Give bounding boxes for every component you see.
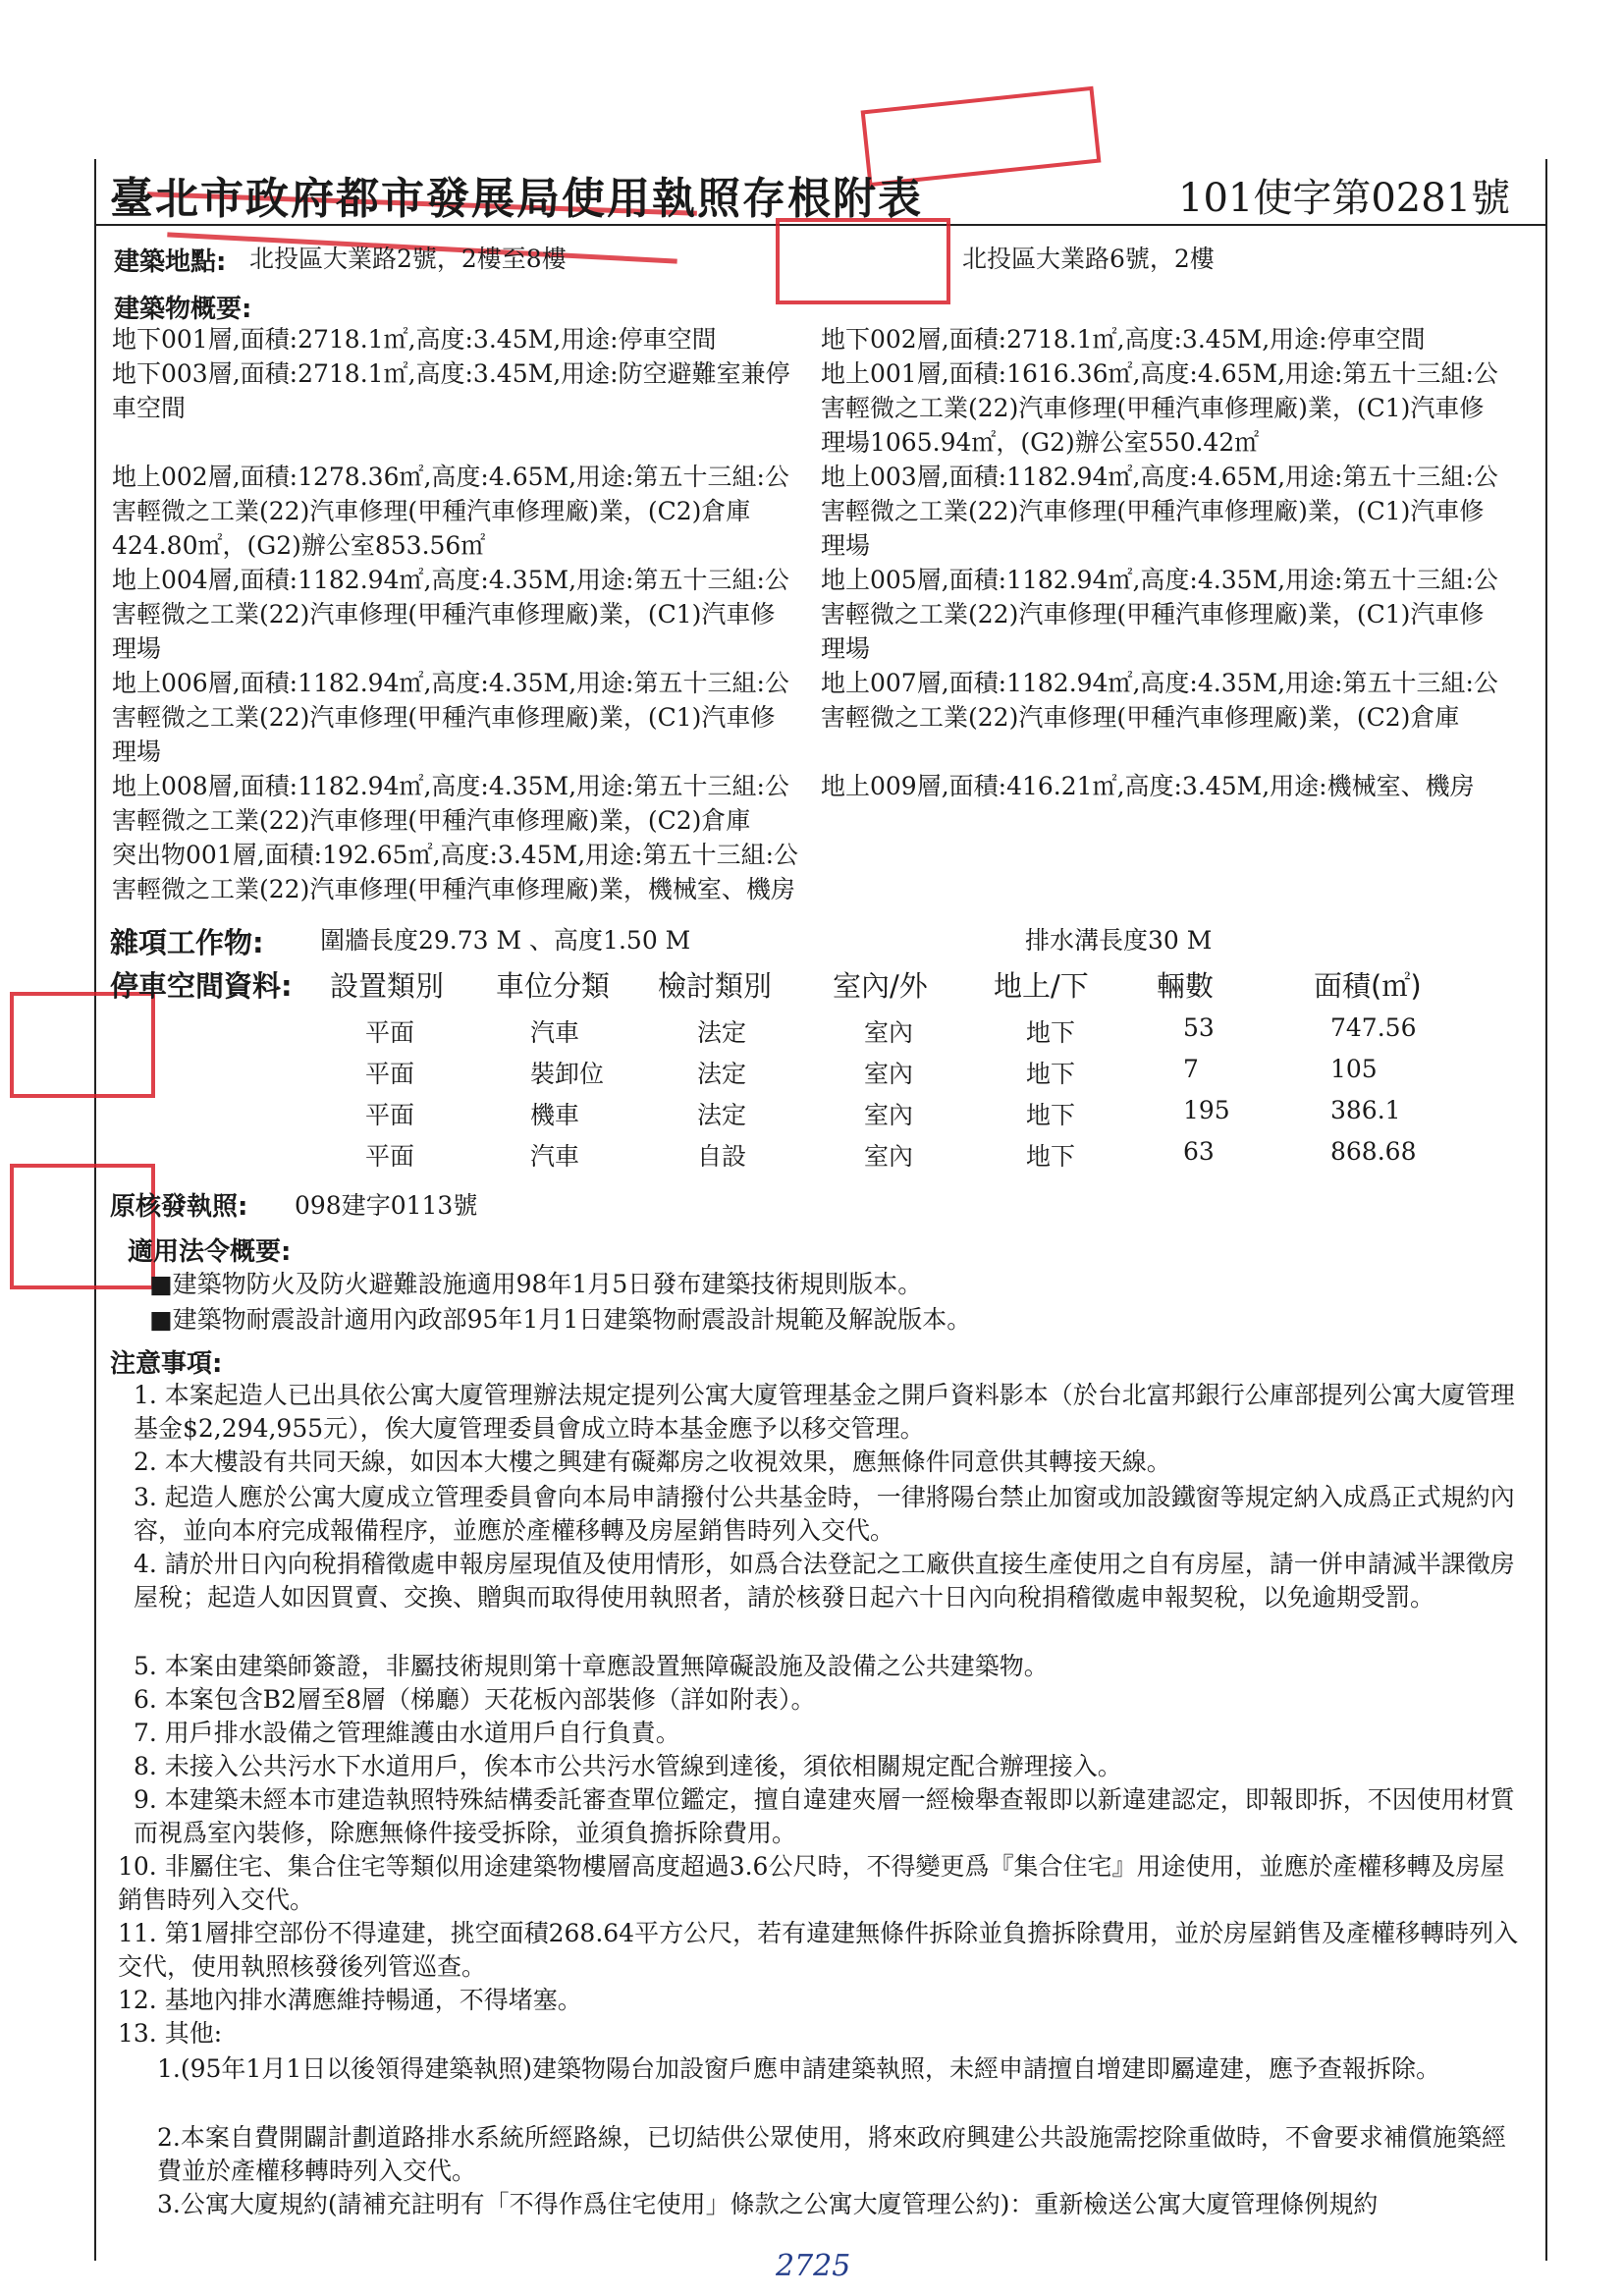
note-item: 8. 未接入公共污水下水道用戶，俟本市公共污水管線到達後，須依相關規定配合辦理接入。 [134, 1752, 1122, 1780]
parking-header: 室內/外 [833, 969, 928, 1003]
sheet-number: 2725 [776, 2249, 851, 2283]
parking-cell: 195 [1183, 1096, 1230, 1124]
page-title: 臺北市政府都市發展局使用執照存根附表 [110, 174, 923, 224]
overview-right-column [821, 322, 1508, 803]
site-address-right: 北投區大業路6號，2樓 [962, 245, 1215, 273]
floor-entry: 地下001層,面積:2718.1㎡,高度:3.45M,用途:停車空間 [112, 325, 717, 354]
note-item: 4. 請於卅日內向稅捐稽徵處申報房屋現值及使用情形，如爲合法登記之工廠供直接生產使用之自有房屋，請一併申請減半課徵房屋稅；起造人如因買賣、交換、贈與而取得使用執照者，請於核發日起六十日內向稅捐稽徵處申報契稅，以免逾期受罰。 [134, 1550, 1515, 1612]
parking-cell: 53 [1183, 1013, 1215, 1042]
parking-cell: 室內 [864, 1142, 914, 1171]
site-label: 建築地點: [114, 247, 227, 277]
document-number: 101使字第0281號 [1178, 176, 1511, 221]
law-label: 適用法令概要: [128, 1237, 292, 1267]
note-item: 13. 其他: [118, 2019, 223, 2048]
floor-entry: 地上007層,面積:1182.94㎡,高度:4.35M,用途:第五十三組:公害輕微之工業(22)汽車修理(甲種汽車修理廠)業，(C2)倉庫 [821, 669, 1498, 732]
note-item: 11. 第1層排空部份不得違建，挑空面積268.64平方公尺，若有違建無條件拆除並負擔拆除費用，並於房屋銷售及產權移轉時列入交代，使用執照核發後列管巡查。 [118, 1919, 1519, 1981]
note-item: 5. 本案由建築師簽證，非屬技術規則第十章應設置無障礙設施及設備之公共建築物。 [134, 1652, 1049, 1680]
notes-label: 注意事項: [110, 1349, 223, 1379]
parking-header: 面積(㎡) [1314, 969, 1422, 1003]
overview-left-column [112, 322, 799, 906]
original-permit-value: 098建字0113號 [295, 1191, 478, 1220]
floor-entry: 地上009層,面積:416.21㎡,高度:3.45M,用途:機械室、機房 [821, 772, 1475, 800]
parking-cell: 法定 [697, 1018, 747, 1047]
wall-spec: 圍牆長度29.73 M 、高度1.50 M [320, 926, 691, 955]
parking-cell: 機車 [530, 1101, 580, 1129]
parking-cell: 地下 [1026, 1060, 1076, 1088]
original-permit-label: 原核發執照: [110, 1192, 248, 1222]
parking-header: 輛數 [1157, 969, 1215, 1003]
note-item: 10. 非屬住宅、集合住宅等類似用途建築物樓層高度超過3.6公尺時，不得變更爲『集合住宅』用途使用，並應於產權移轉及房屋銷售時列入交代。 [118, 1852, 1505, 1914]
floor-entry: 地上001層,面積:1616.36㎡,高度:4.65M,用途:第五十三組:公害輕微之工業(22)汽車修理(甲種汽車修理廠)業，(C1)汽車修理場1065.94㎡，(G2)辦公室550.42㎡ [821, 359, 1498, 457]
note-item: 9. 本建築未經本市建造執照特殊結構委託審查單位鑑定，擅自違建夾層一經檢舉查報即以新違建認定，即報即拆，不因使用材質而視爲室內裝修，除應無條件接受拆除，並須負擔拆除費用。 [134, 1785, 1515, 1847]
parking-cell: 室內 [864, 1060, 914, 1088]
seal-stamp-left-lower [10, 1164, 155, 1289]
parking-header: 地上/下 [994, 969, 1089, 1003]
parking-cell: 汽車 [530, 1018, 580, 1047]
note-item: 3. 起造人應於公寓大廈成立管理委員會向本局申請撥付公共基金時，一律將陽台禁止加窗或加設鐵窗等規定納入成爲正式規約內容，並向本府完成報備程序，並應於產權移轉及房屋銷售時列入交代。 [134, 1483, 1515, 1545]
parking-cell: 63 [1183, 1137, 1215, 1166]
floor-entry: 地上008層,面積:1182.94㎡,高度:4.35M,用途:第五十三組:公害輕微之工業(22)汽車修理(甲種汽車修理廠)業，(C2)倉庫 [112, 772, 789, 835]
parking-cell: 平面 [365, 1101, 415, 1129]
parking-cell: 平面 [365, 1142, 415, 1171]
parking-cell: 法定 [697, 1060, 747, 1088]
floor-entry: 地上004層,面積:1182.94㎡,高度:4.35M,用途:第五十三組:公害輕微之工業(22)汽車修理(甲種汽車修理廠)業，(C1)汽車修理場 [112, 566, 789, 663]
seal-stamp-left [10, 992, 155, 1098]
floor-entry: 地上006層,面積:1182.94㎡,高度:4.35M,用途:第五十三組:公害輕微之工業(22)汽車修理(甲種汽車修理廠)業，(C1)汽車修理場 [112, 669, 789, 766]
floor-entry: 地上002層,面積:1278.36㎡,高度:4.65M,用途:第五十三組:公害輕微之工業(22)汽車修理(甲種汽車修理廠)業，(C2)倉庫424.80㎡，(G2)辦公室853.56㎡ [112, 463, 789, 560]
parking-cell: 868.68 [1330, 1137, 1417, 1166]
note-sub-item: 1.(95年1月1日以後領得建築執照)建築物陽台加設窗戶應申請建築執照，未經申請擅自增建即屬違建，應予查報拆除。 [157, 2054, 1440, 2083]
parking-cell: 裝卸位 [530, 1060, 605, 1088]
note-sub-item: 2.本案自費開闢計劃道路排水系統所經路線，已切結供公眾使用，將來政府興建公共設施需挖除重做時，不會要求補償施築經費並於產權移轉時列入交代。 [157, 2123, 1506, 2185]
parking-cell: 地下 [1026, 1142, 1076, 1171]
note-item: 1. 本案起造人已出具依公寓大廈管理辦法規定提列公寓大廈管理基金之開戶資料影本（於台北富邦銀行公庫部提列公寓大廈管理基金$2,294,955元），俟大廈管理委員會成立時本基金應予以移交管理。 [134, 1381, 1515, 1443]
parking-cell: 法定 [697, 1101, 747, 1129]
note-item: 6. 本案包含B2層至8層（梯廳）天花板內部裝修（詳如附表）。 [134, 1685, 816, 1714]
law-item: ■建築物耐震設計適用內政部95年1月1日建築物耐震設計規範及解說版本。 [149, 1305, 972, 1334]
parking-cell: 平面 [365, 1060, 415, 1088]
floor-entry: 地上003層,面積:1182.94㎡,高度:4.65M,用途:第五十三組:公害輕微之工業(22)汽車修理(甲種汽車修理廠)業，(C1)汽車修理場 [821, 463, 1498, 560]
parking-header: 檢討類別 [658, 969, 773, 1003]
parking-cell: 105 [1330, 1055, 1378, 1083]
parking-cell: 汽車 [530, 1142, 580, 1171]
misc-works-label: 雜項工作物: [110, 926, 264, 959]
floor-entry: 突出物001層,面積:192.65㎡,高度:3.45M,用途:第五十三組:公害輕微之工業(22)汽車修理(甲種汽車修理廠)業，機械室、機房 [112, 841, 798, 903]
parking-cell: 地下 [1026, 1101, 1076, 1129]
parking-cell: 自設 [697, 1142, 747, 1171]
note-sub-item: 3.公寓大廈規約(請補充註明有「不得作爲住宅使用」條款之公寓大廈管理公約)：重新檢送公寓大廈管理條例規約 [157, 2190, 1379, 2218]
floor-entry: 地上005層,面積:1182.94㎡,高度:4.35M,用途:第五十三組:公害輕微之工業(22)汽車修理(甲種汽車修理廠)業，(C1)汽車修理場 [821, 566, 1498, 663]
parking-cell: 747.56 [1330, 1013, 1417, 1042]
parking-cell: 平面 [365, 1018, 415, 1047]
floor-entry: 地下003層,面積:2718.1㎡,高度:3.45M,用途:防空避難室兼停車空間 [112, 359, 790, 422]
parking-cell: 室內 [864, 1018, 914, 1047]
site-address-left: 北投區大業路2號，2樓至8樓 [249, 245, 567, 273]
floor-entry: 地下002層,面積:2718.1㎡,高度:3.45M,用途:停車空間 [821, 325, 1426, 354]
overview-label: 建築物概要: [114, 295, 252, 324]
parking-cell: 室內 [864, 1101, 914, 1129]
note-item: 2. 本大樓設有共同天線，如因本大樓之興建有礙鄰房之收視效果，應無條件同意供其轉接天線。 [134, 1448, 1171, 1476]
parking-cell: 地下 [1026, 1018, 1076, 1047]
parking-label: 停車空間資料: [110, 969, 293, 1003]
parking-cell: 7 [1183, 1055, 1199, 1083]
drain-spec: 排水溝長度30 M [1025, 926, 1213, 955]
parking-header: 設置類別 [330, 969, 445, 1003]
parking-header: 車位分類 [496, 969, 611, 1003]
seal-stamp-middle [776, 218, 950, 304]
note-item: 12. 基地內排水溝應維持暢通，不得堵塞。 [118, 1986, 582, 2014]
note-item: 7. 用戶排水設備之管理維護由水道用戶自行負責。 [134, 1719, 680, 1747]
law-item: ■建築物防火及防火避難設施適用98年1月5日發布建築技術規則版本。 [149, 1270, 923, 1298]
parking-cell: 386.1 [1330, 1096, 1401, 1124]
